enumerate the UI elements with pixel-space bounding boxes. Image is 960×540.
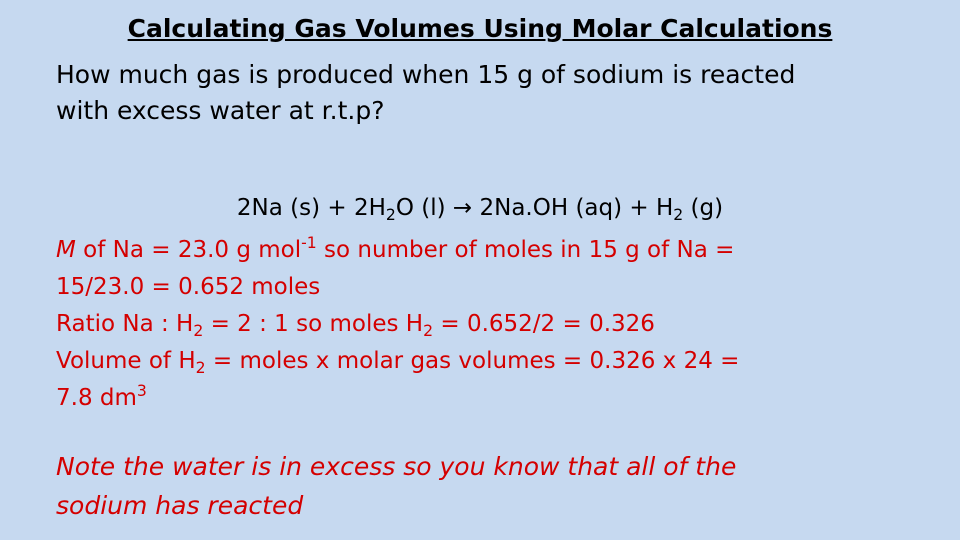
equation-water: O (l) [395, 195, 453, 221]
volume-result-line [56, 380, 946, 417]
note-text [56, 447, 946, 525]
ratio-text-2: = 2 : 1 so moles H [203, 311, 424, 337]
question-text [56, 57, 936, 129]
volume-subscript: 2 [195, 358, 206, 378]
calculation-steps [56, 232, 946, 417]
molar-mass-exponent: -1 [301, 232, 317, 252]
ratio-subscript-1: 2 [193, 321, 204, 341]
question-line-1: How much gas is produced when 15 g of sodium is reacted [56, 60, 796, 89]
equation-subscript-h2o: 2 [385, 205, 396, 225]
equation-subscript-h2: 2 [673, 205, 684, 225]
equation-reactants: 2Na (s) + 2H [236, 195, 386, 221]
volume-line [56, 343, 946, 380]
note-line-1: Note the water is in excess so you know that all of the [56, 452, 737, 481]
volume-text-2: = moles x molar gas volumes = 0.326 x 24 = [205, 348, 740, 374]
ratio-text-3: = 0.652/2 = 0.326 [433, 311, 655, 337]
volume-text-1: Volume of H [56, 348, 196, 374]
chemical-equation [0, 191, 960, 225]
volume-unit-exponent: 3 [136, 380, 147, 400]
question-line-2: with excess water at r.t.p? [56, 96, 385, 125]
slide-title: Calculating Gas Volumes Using Molar Calculations [127, 14, 833, 43]
ratio-line [56, 306, 946, 343]
ratio-subscript-2: 2 [423, 321, 434, 341]
molar-mass-text: of Na = 23.0 g mol [75, 237, 302, 263]
molar-mass-symbol: M [56, 237, 76, 263]
volume-result: 7.8 dm [56, 385, 137, 411]
equation-gas-state: (g) [683, 195, 724, 221]
moles-result-line: 15/23.0 = 0.652 moles [56, 274, 321, 300]
reaction-arrow-icon: → [452, 195, 473, 221]
molar-mass-line [56, 232, 946, 269]
moles-text: so number of moles in 15 g of Na = [316, 237, 735, 263]
equation-products: 2Na.OH (aq) + H [472, 195, 674, 221]
ratio-text-1: Ratio Na : H [56, 311, 194, 337]
note-line-2: sodium has reacted [56, 491, 304, 520]
